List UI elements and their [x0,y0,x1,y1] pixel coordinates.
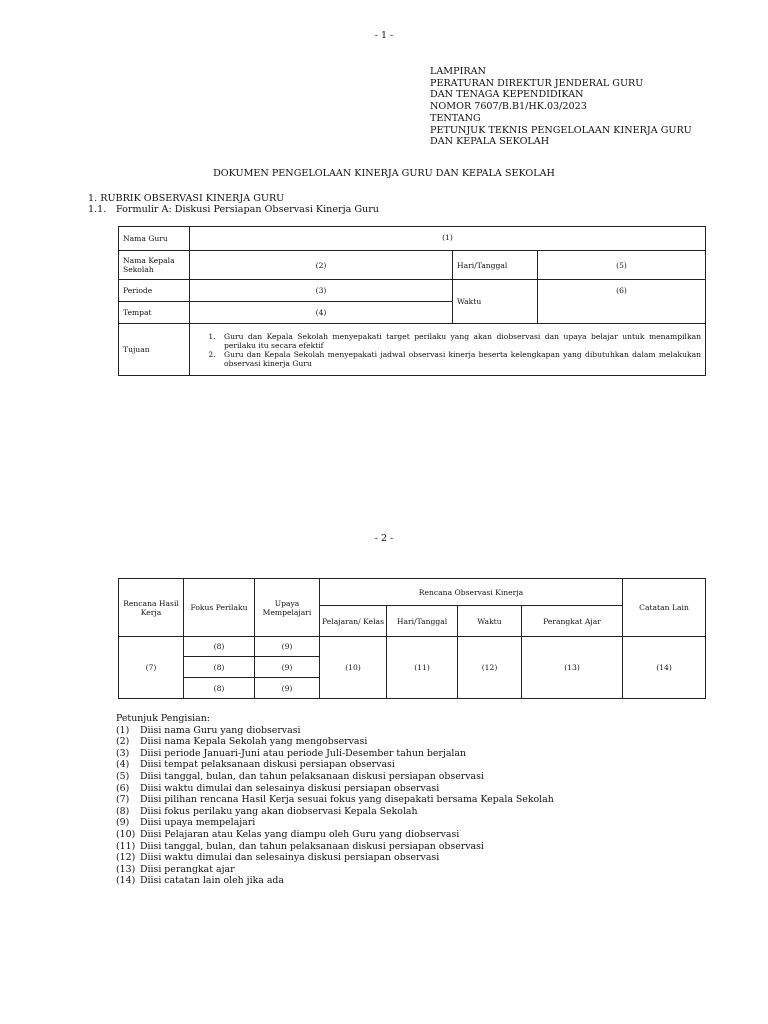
header-hari-tanggal: Hari/Tanggal [387,606,458,637]
tujuan-item: 1. Guru dan Kepala Sekolah menyepakati target perilaku yang akan diobservasi dan upaya belajar untuk menampilkan perilaku itu secara efektif [218,332,701,350]
petunjuk-item [116,864,554,876]
section-heading-1-1 [88,204,379,215]
value-waktu: (6) [538,280,706,324]
petunjuk-item [116,783,554,795]
petunjuk-text: Diisi Pelajaran atau Kelas yang diampu oleh Guru yang diobservasi [140,828,460,840]
petunjuk-number: (11) [116,840,136,852]
petunjuk-number: (5) [116,770,130,782]
header-fokus-perilaku: Fokus Perilaku [184,579,255,637]
petunjuk-text: Diisi nama Kepala Sekolah yang mengobservasi [140,736,368,748]
petunjuk-text: Diisi nama Guru yang diobservasi [140,724,301,736]
value-nama-guru: (1) [190,227,706,251]
lampiran-line: TENTANG [430,112,481,124]
form-a-table [118,226,706,376]
petunjuk-item [116,794,554,806]
page-number-1: - 1 - [374,30,394,41]
header-catatan-lain: Catatan Lain [623,579,706,637]
header-pelajaran-kelas: Pelajaran/ Kelas [320,606,387,637]
petunjuk-number: (12) [116,852,136,864]
lampiran-line: PERATURAN DIREKTUR JENDERAL GURU [430,77,644,89]
subsection-title: Formulir A: Diskusi Persiapan Observasi Kinerja Guru [116,204,379,215]
header-perangkat-ajar: Perangkat Ajar [522,606,623,637]
petunjuk-item [116,841,554,853]
header-rencana-hasil-kerja: Rencana Hasil Kerja [119,579,184,637]
petunjuk-item [116,817,554,829]
subsection-number: 1.1. [88,204,107,215]
petunjuk-number: (13) [116,863,136,875]
value-upaya-mempelajari: (9) [255,678,320,699]
value-nama-kepala-sekolah: (2) [190,251,453,280]
value-periode: (3) [190,280,453,302]
tujuan-list [194,332,701,368]
value-fokus-perilaku: (8) [184,657,255,678]
value-fokus-perilaku: (8) [184,637,255,657]
petunjuk-number: (1) [116,724,130,736]
petunjuk-item [116,875,554,887]
petunjuk-number: (9) [116,817,130,829]
petunjuk-item [116,759,554,771]
label-hari-tanggal: Hari/Tanggal [453,251,538,280]
document-title: DOKUMEN PENGELOLAAN KINERJA GURU DAN KEPALA SEKOLAH [213,168,555,179]
section-number: 1. [88,193,98,204]
petunjuk-item [116,806,554,818]
petunjuk-text: Diisi tanggal, bulan, dan tahun pelaksanaan diskusi persiapan observasi [140,840,484,852]
label-nama-guru: Nama Guru [119,227,190,251]
observation-plan-table [118,578,706,699]
petunjuk-item [116,748,554,760]
petunjuk-number: (7) [116,794,130,806]
lampiran-line: PETUNJUK TEKNIS PENGELOLAAN KINERJA GURU [430,124,692,136]
petunjuk-text: Diisi tanggal, bulan, dan tahun pelaksanaan diskusi persiapan observasi [140,770,484,782]
page-number-2: - 2 - [374,533,394,544]
lampiran-block [430,66,692,148]
header-upaya-mempelajari: Upaya Mempelajari [255,579,320,637]
petunjuk-text: Diisi waktu dimulai dan selesainya diskusi persiapan observasi [140,782,440,794]
petunjuk-text: Diisi upaya mempelajari [140,817,256,829]
label-tempat: Tempat [119,302,190,324]
label-periode: Periode [119,280,190,302]
value-pelajaran-kelas: (10) [320,637,387,699]
petunjuk-item [116,771,554,783]
petunjuk-text: Diisi pilihan rencana Hasil Kerja sesuai fokus yang disepakati bersama Kepala Sekolah [140,794,554,806]
petunjuk-text: Diisi periode Januari-Juni atau periode Juli-Desember tahun berjalan [140,747,467,759]
header-waktu: Waktu [458,606,522,637]
petunjuk-number: (4) [116,759,130,771]
value-waktu: (12) [458,637,522,699]
lampiran-line: LAMPIRAN [430,66,486,77]
petunjuk-pengisian [116,713,554,887]
value-upaya-mempelajari: (9) [255,657,320,678]
value-upaya-mempelajari: (9) [255,637,320,657]
value-hari-tanggal: (11) [387,637,458,699]
value-perangkat-ajar: (13) [522,637,623,699]
value-tempat: (4) [190,302,453,324]
petunjuk-number: (3) [116,747,130,759]
petunjuk-number: (6) [116,782,130,794]
petunjuk-item [116,736,554,748]
petunjuk-number: (14) [116,875,136,887]
petunjuk-item [116,829,554,841]
lampiran-line: DAN TENAGA KEPENDIDIKAN [430,89,584,101]
label-waktu: Waktu [453,280,538,324]
value-tujuan [190,324,706,376]
petunjuk-text: Diisi catatan lain oleh jika ada [140,875,285,887]
value-hari-tanggal: (5) [538,251,706,280]
section-title: RUBRIK OBSERVASI KINERJA GURU [100,193,285,204]
petunjuk-text: Diisi fokus perilaku yang akan diobservasi Kepala Sekolah [140,805,418,817]
value-fokus-perilaku: (8) [184,678,255,699]
petunjuk-text: Diisi waktu dimulai dan selesainya diskusi persiapan observasi [140,852,440,864]
tujuan-item: 2. Guru dan Kepala Sekolah menyepakati jadwal observasi kinerja beserta kelengkapan yang dibutuhkan dalam melakukan observasi kinerja Guru [218,350,701,368]
label-tujuan: Tujuan [119,324,190,376]
header-rencana-observasi: Rencana Observasi Kinerja [320,579,623,606]
petunjuk-number: (10) [116,828,136,840]
petunjuk-item [116,725,554,737]
petunjuk-number: (8) [116,805,130,817]
lampiran-line: NOMOR 7607/B.B1/HK.03/2023 [430,101,587,113]
petunjuk-item [116,852,554,864]
value-rencana-hasil-kerja: (7) [119,637,184,699]
section-heading-1 [88,193,284,204]
petunjuk-text: Diisi perangkat ajar [140,863,235,875]
petunjuk-title: Petunjuk Pengisian: [116,713,210,724]
lampiran-line: DAN KEPALA SEKOLAH [430,136,550,148]
petunjuk-text: Diisi tempat pelaksanaan diskusi persiapan observasi [140,759,395,771]
label-nama-kepala-sekolah: Nama Kepala Sekolah [119,251,190,280]
petunjuk-number: (2) [116,736,130,748]
value-catatan-lain: (14) [623,637,706,699]
